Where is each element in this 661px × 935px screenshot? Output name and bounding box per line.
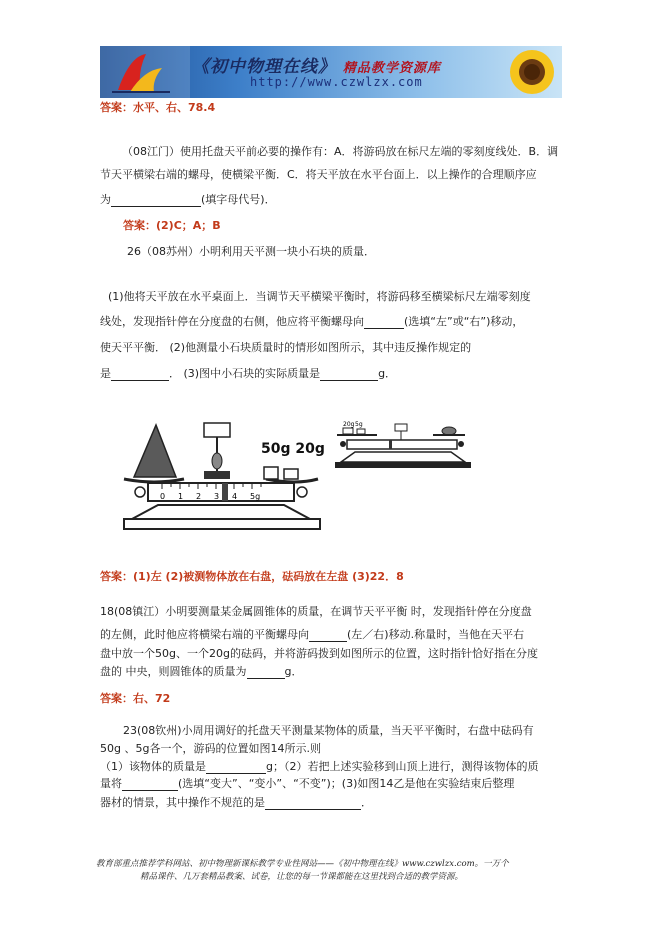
line-text: 为	[100, 193, 111, 206]
line-text: (左／右)移动.称量时，当他在天平右	[347, 628, 525, 641]
balance-nut-icon	[297, 487, 307, 497]
line-text: 器材的情景，其中操作不规范的是	[100, 796, 265, 809]
line-text: （1）该物体的质量是	[100, 760, 206, 773]
rider-slider	[222, 483, 228, 501]
line-text: (选填“左”或“右”)移动，	[404, 315, 524, 328]
weights-label: 50g 20g	[261, 441, 325, 457]
scale-number: 0	[160, 492, 166, 501]
balance-base	[132, 505, 310, 519]
answer-blank[interactable]	[309, 630, 347, 642]
line-text: 是	[100, 367, 111, 380]
answer-blank[interactable]	[206, 762, 266, 774]
answer-1: 答案：水平、右、78.4	[100, 101, 216, 114]
site-title	[192, 52, 441, 77]
balance-figure-right	[333, 418, 473, 478]
line-text: 的左侧，此时他应将横梁右端的平衡螺母向	[100, 628, 309, 641]
q-suzhou-line3: 使天平平衡． (2)他测量小石块质量时的情形如图所示，其中违反操作规定的	[100, 341, 472, 354]
line-text: 线处，发现指针停在分度盘的右侧，他应将平衡螺母向	[100, 315, 364, 328]
line-text: 盘的 中央，则圆锥体的质量为	[100, 665, 247, 678]
sunflower-icon	[492, 46, 562, 98]
scale-number: 2	[196, 492, 202, 501]
stone-object-icon	[442, 427, 456, 435]
footer-line2: 精品课件、几万套精品教案、试卷，让您的每一节课都能在这里找到合适的教学资源。	[140, 872, 464, 882]
beam-scale	[148, 483, 294, 501]
q-zhenjiang-line3: 盘中放一个50g、一个20g的砝码，并将游码拨到如图所示的位置，这时指针恰好指在分度	[100, 647, 538, 660]
line-text: ．	[361, 796, 372, 809]
scale-number: 4	[232, 492, 238, 501]
site-title-main: 《初中物理在线》	[192, 57, 336, 77]
line-text: (填字母代号)．	[201, 193, 276, 206]
answer-blank[interactable]	[111, 195, 201, 207]
answer-4: 答案：右、72	[100, 692, 171, 705]
q-jiangmen-line2: 节天平横梁右端的螺母，使横梁平衡．C．将天平放在水平台面上．以上操作的合理顺序应	[100, 168, 537, 181]
q-zhenjiang-line2	[100, 628, 524, 642]
answer-blank[interactable]	[320, 369, 378, 381]
answer-2: 答案：(2)C；A；B	[123, 219, 221, 232]
q-jiangmen-line1: （08江门）使用托盘天平前必要的操作有：A．将游码放在标尺左端的零刻度线处．B．调	[122, 145, 559, 158]
answer-3: 答案：(1)左 (2)被测物体放在右盘，砝码放在左盘 (3)22．8	[100, 570, 404, 583]
q-qinzhou-line2: 50g 、5g各一个，游码的位置如图14所示.则	[100, 742, 321, 755]
answer-blank[interactable]	[122, 779, 178, 791]
answer-blank[interactable]	[364, 317, 404, 329]
balance-nut-icon	[135, 487, 145, 497]
footer-line1: 教育部重点推荐学科网站、初中物理新课标教学专业性网站——《初中物理在线》www.czwlzx.com。一万个	[96, 859, 509, 869]
answer-blank[interactable]	[247, 667, 285, 679]
pointer-scale-icon	[204, 423, 230, 437]
line-text: ． (3)图中小石块的实际质量是	[169, 367, 321, 380]
answer-blank[interactable]	[111, 369, 169, 381]
scale-number: 3	[214, 492, 220, 501]
scale-number: 1	[178, 492, 184, 501]
line-text: g．	[378, 367, 397, 380]
line-text: 量将	[100, 777, 122, 790]
q-qinzhou-line1: 23(08钦州)小周用调好的托盘天平测量某物体的质量，当天平平衡时，右盘中砝码有	[123, 724, 534, 737]
q-qinzhou-line5	[100, 796, 372, 810]
answer-blank[interactable]	[265, 798, 361, 810]
site-url[interactable]: http://www.czwlzx.com	[250, 75, 423, 89]
q-jiangmen-line3	[100, 193, 276, 207]
left-pan-icon	[124, 479, 184, 482]
q-suzhou-line1: (1)他将天平放在水平桌面上．当调节天平横梁平衡时，将游码移至横梁标尺左端零刻度	[108, 290, 531, 303]
q-qinzhou-line3	[100, 760, 538, 774]
q-zhenjiang-line1: 18(08镇江）小明要测量某金属圆锥体的质量，在调节天平平衡 时，发现指针停在分度盘	[100, 605, 532, 618]
q-zhenjiang-line4	[100, 665, 302, 679]
scale-number: 5g	[250, 492, 261, 501]
q-suzhou-intro: 26（08苏州）小明利用天平测一块小石块的质量．	[127, 245, 375, 258]
balance-figure-left	[118, 415, 328, 535]
cone-object-icon	[134, 425, 176, 477]
small-weight-label: 20g	[343, 421, 355, 428]
site-logo-icon	[100, 46, 190, 98]
q-suzhou-line4	[100, 367, 396, 381]
line-text: (选填“变大”、“变小”、“不变”)；(3)如图14乙是他在实验结束后整理	[178, 777, 515, 790]
line-text: g；（2）若把上述实验移到山顶上进行，测得该物体的质	[266, 760, 539, 773]
line-text: g．	[284, 665, 303, 678]
q-suzhou-line2	[100, 315, 523, 329]
small-weight-label: 5g	[355, 421, 363, 428]
site-banner	[100, 46, 562, 98]
site-title-sub: 精品教学资源库	[342, 61, 441, 76]
q-qinzhou-line4	[100, 777, 514, 791]
